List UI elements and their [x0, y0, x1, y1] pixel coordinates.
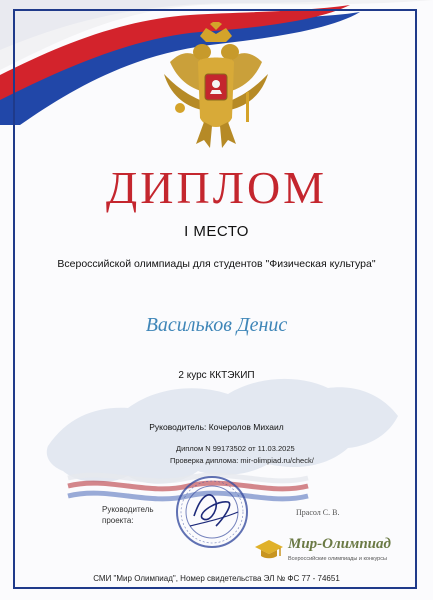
- diploma-title: ДИПЛОМ: [105, 162, 328, 213]
- logo-subtitle: Всероссийские олимпиады и конкурсы: [288, 556, 387, 562]
- logo-title: Мир-Олимпиад: [288, 536, 391, 552]
- signature-label-line2: проекта:: [102, 516, 134, 525]
- graduation-cap-icon: [254, 538, 284, 560]
- supervisor-name: Руководитель: Кочеролов Михаил: [149, 422, 284, 432]
- verification-link[interactable]: Проверка диплома: mir-olimpiad.ru/check/: [170, 456, 314, 465]
- signature-label: [102, 504, 172, 526]
- signer-name: Прасол С. В.: [296, 508, 340, 517]
- event-description: Всероссийской олимпиады для студентов "Физическая культура": [57, 258, 376, 270]
- signature-label-line1: Руководитель: [102, 505, 154, 514]
- place-heading: I МЕСТО: [184, 223, 249, 240]
- diploma-number: Диплом N 99173502 от 11.03.2025: [176, 444, 295, 453]
- course-info: 2 курс ККТЭКИП: [178, 370, 255, 381]
- registration-footer: СМИ "Мир Олимпиад", Номер свидетельства ЭЛ № ФС 77 - 74651: [93, 574, 340, 583]
- site-logo[interactable]: [254, 532, 414, 572]
- official-stamp: [172, 472, 252, 552]
- russian-coat-of-arms-icon: [160, 22, 272, 154]
- recipient-name: Васильков Денис: [145, 314, 288, 336]
